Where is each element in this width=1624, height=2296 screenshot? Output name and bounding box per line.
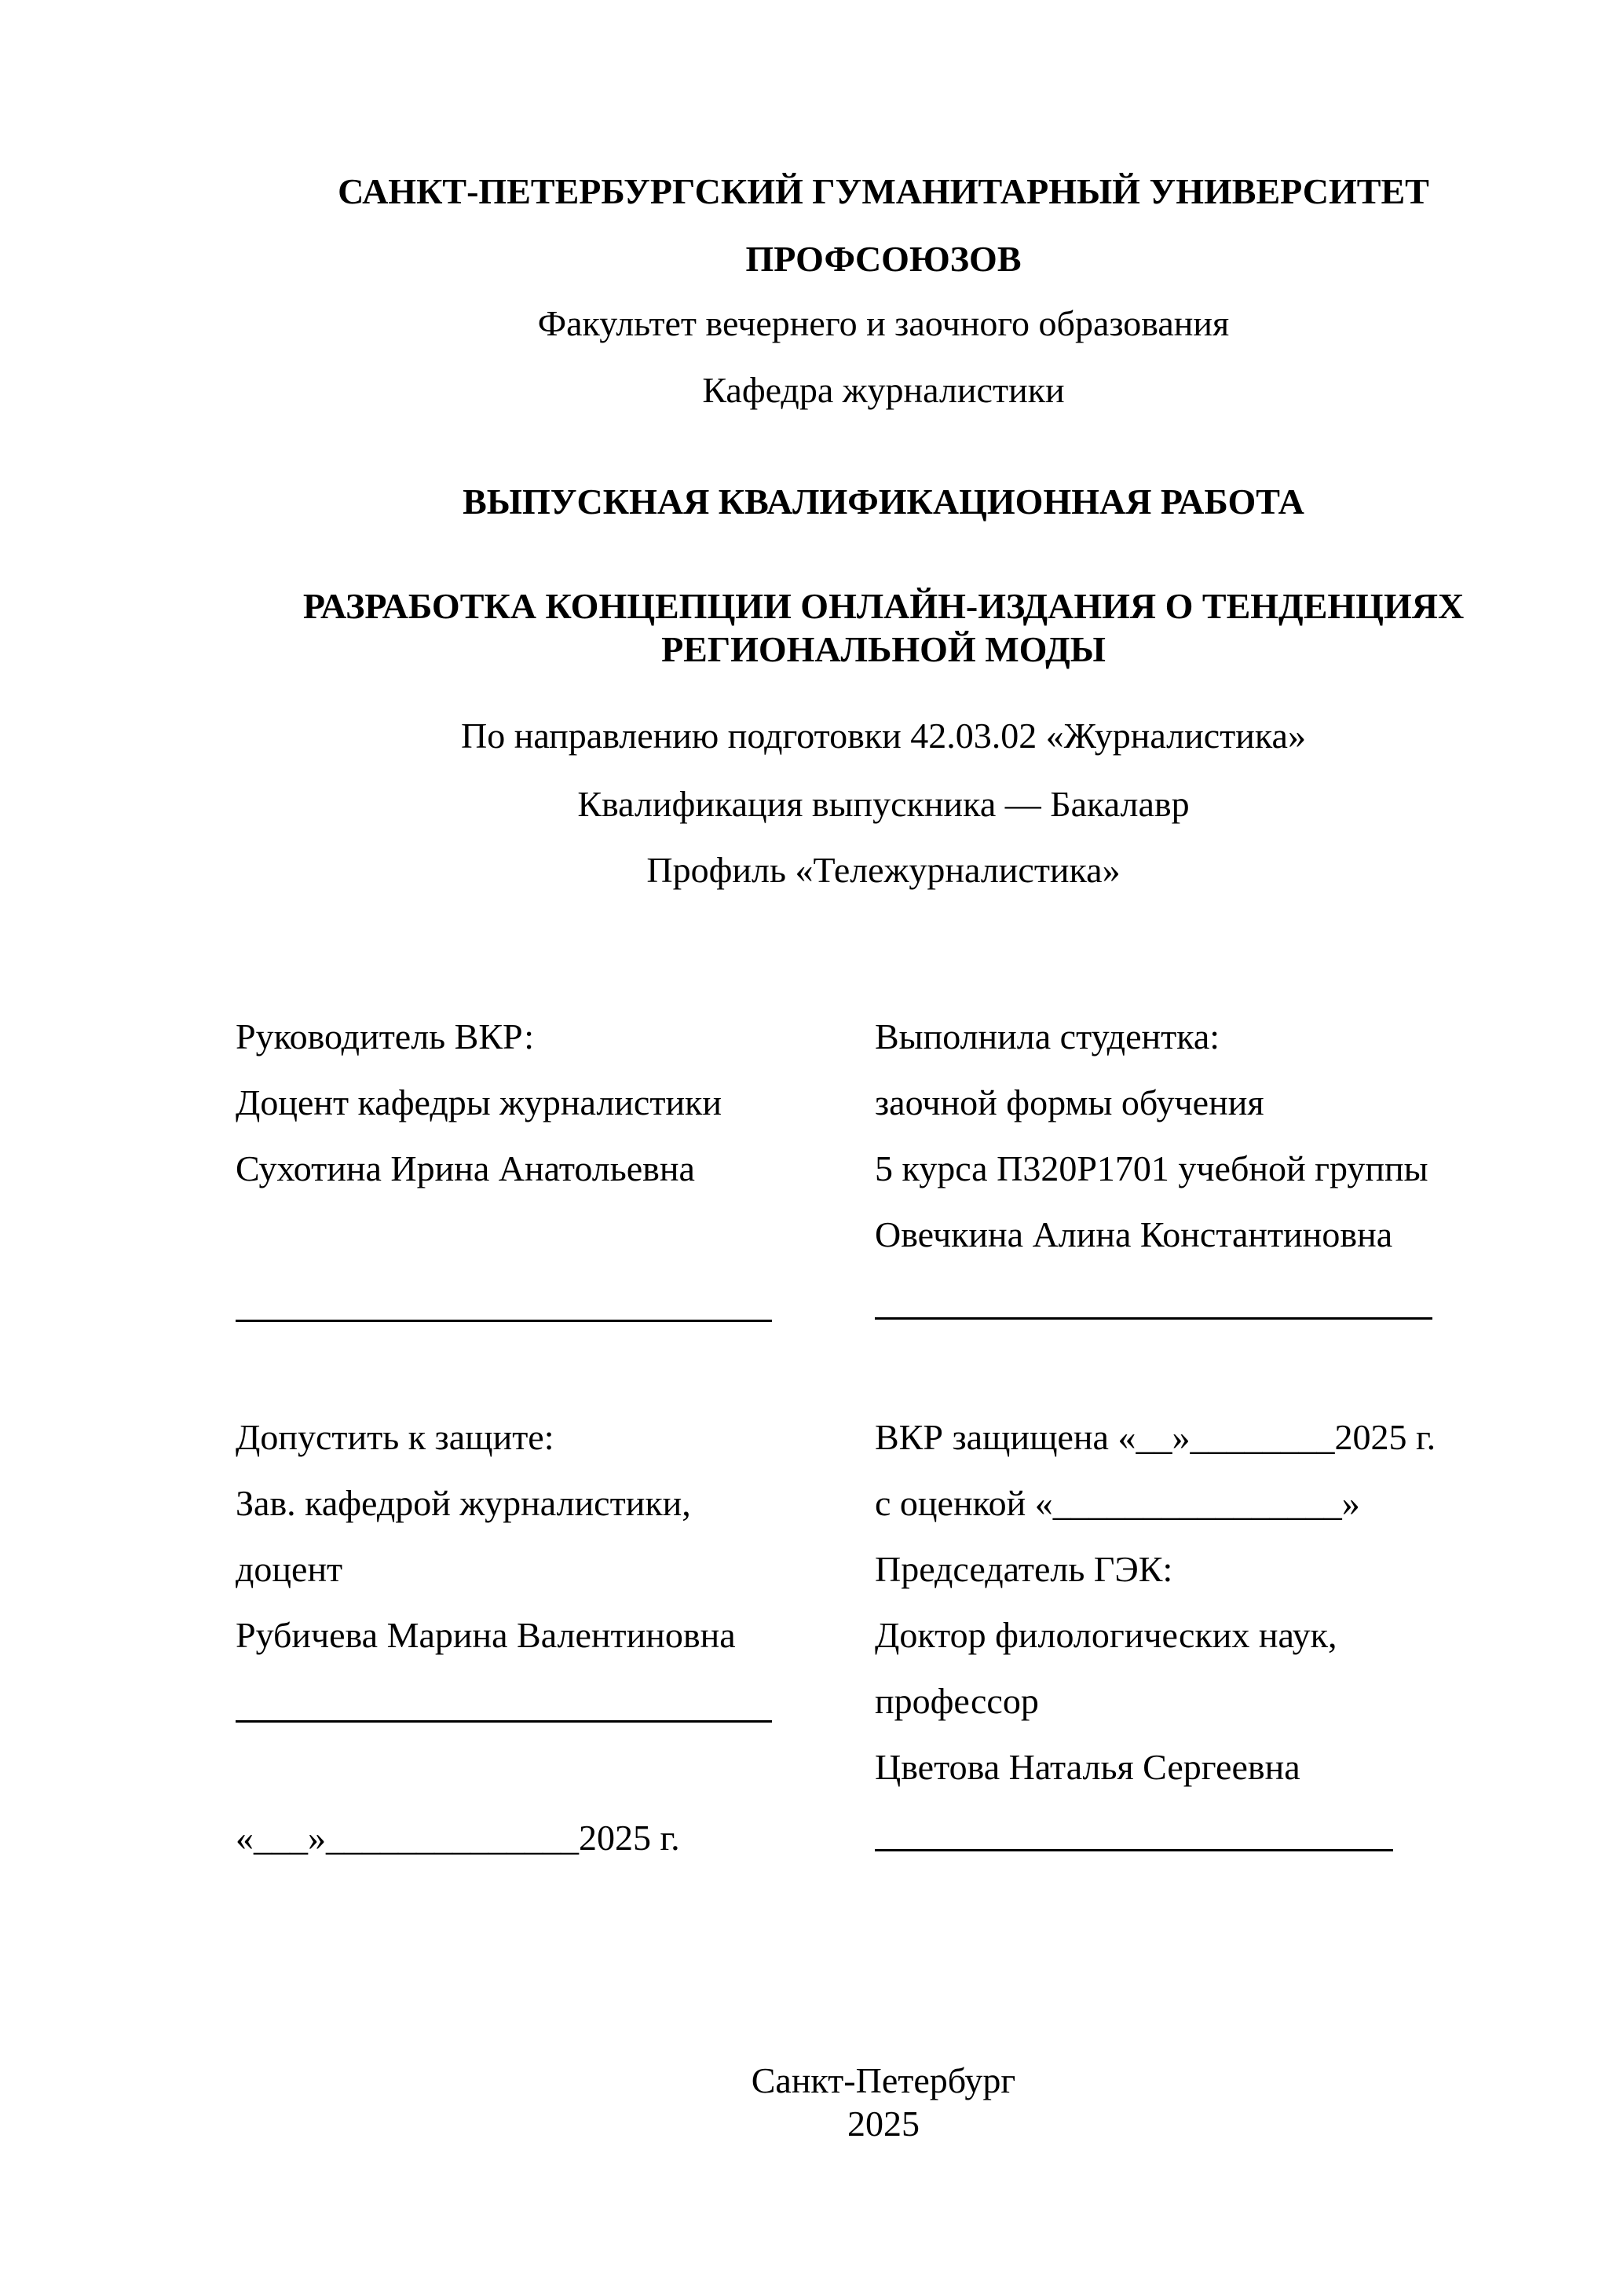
profile: Профиль «Тележурналистика» [646, 850, 1121, 890]
admission-name: Рубичева Марина Валентиновна [236, 1615, 736, 1655]
qualification: Квалификация выпускника — Бакалавр [577, 784, 1190, 824]
admission-position2: доцент [236, 1549, 343, 1589]
supervisor-label: Руководитель ВКР: [236, 1016, 535, 1056]
defense-date: ВКР защищена «__»________2025 г. [875, 1417, 1436, 1457]
admission-date: «___»______________2025 г. [236, 1818, 680, 1858]
supervisor-position: Доцент кафедры журналистики [236, 1082, 722, 1122]
study-direction: По направлению подготовки 42.03.02 «Журналистика» [461, 716, 1306, 756]
defense-grade: с оценкой «________________» [875, 1483, 1360, 1523]
department: Кафедра журналистики [702, 370, 1065, 410]
chair-label: Председатель ГЭК: [875, 1549, 1173, 1589]
admission-position1: Зав. кафедрой журналистики, [236, 1483, 691, 1523]
footer-year: 2025 [847, 2104, 920, 2144]
faculty: Факультет вечернего и заочного образования [537, 303, 1230, 343]
work-type: ВЫПУСКНАЯ КВАЛИФИКАЦИОННАЯ РАБОТА [463, 482, 1304, 522]
footer-city: Санкт-Петербург [751, 2060, 1016, 2100]
student-form: заочной формы обучения [875, 1082, 1264, 1122]
admission-signature-line [236, 1720, 772, 1723]
work-title-line1: РАЗРАБОТКА КОНЦЕПЦИИ ОНЛАЙН-ИЗДАНИЯ О ТЕНДЕНЦИЯХ [302, 586, 1465, 626]
student-name: Овечкина Алина Константиновна [875, 1214, 1393, 1254]
student-group: 5 курса П320Р1701 учебной группы [875, 1148, 1428, 1188]
work-title-line2: РЕГИОНАЛЬНОЙ МОДЫ [661, 629, 1106, 669]
chair-name: Цветова Наталья Сергеевна [875, 1747, 1300, 1787]
chair-title: профессор [875, 1681, 1039, 1721]
student-signature-line [875, 1317, 1432, 1320]
chair-signature-line [875, 1849, 1393, 1851]
student-label: Выполнила студентка: [875, 1016, 1220, 1056]
university-name-line1: САНКТ-ПЕТЕРБУРГСКИЙ ГУМАНИТАРНЫЙ УНИВЕРСИТЕТ [338, 171, 1429, 211]
admission-label: Допустить к защите: [236, 1417, 554, 1457]
university-name-line2: ПРОФСОЮЗОВ [745, 239, 1022, 279]
supervisor-name: Сухотина Ирина Анатольевна [236, 1148, 695, 1188]
chair-degree: Доктор филологических наук, [875, 1615, 1337, 1655]
supervisor-signature-line [236, 1320, 772, 1322]
